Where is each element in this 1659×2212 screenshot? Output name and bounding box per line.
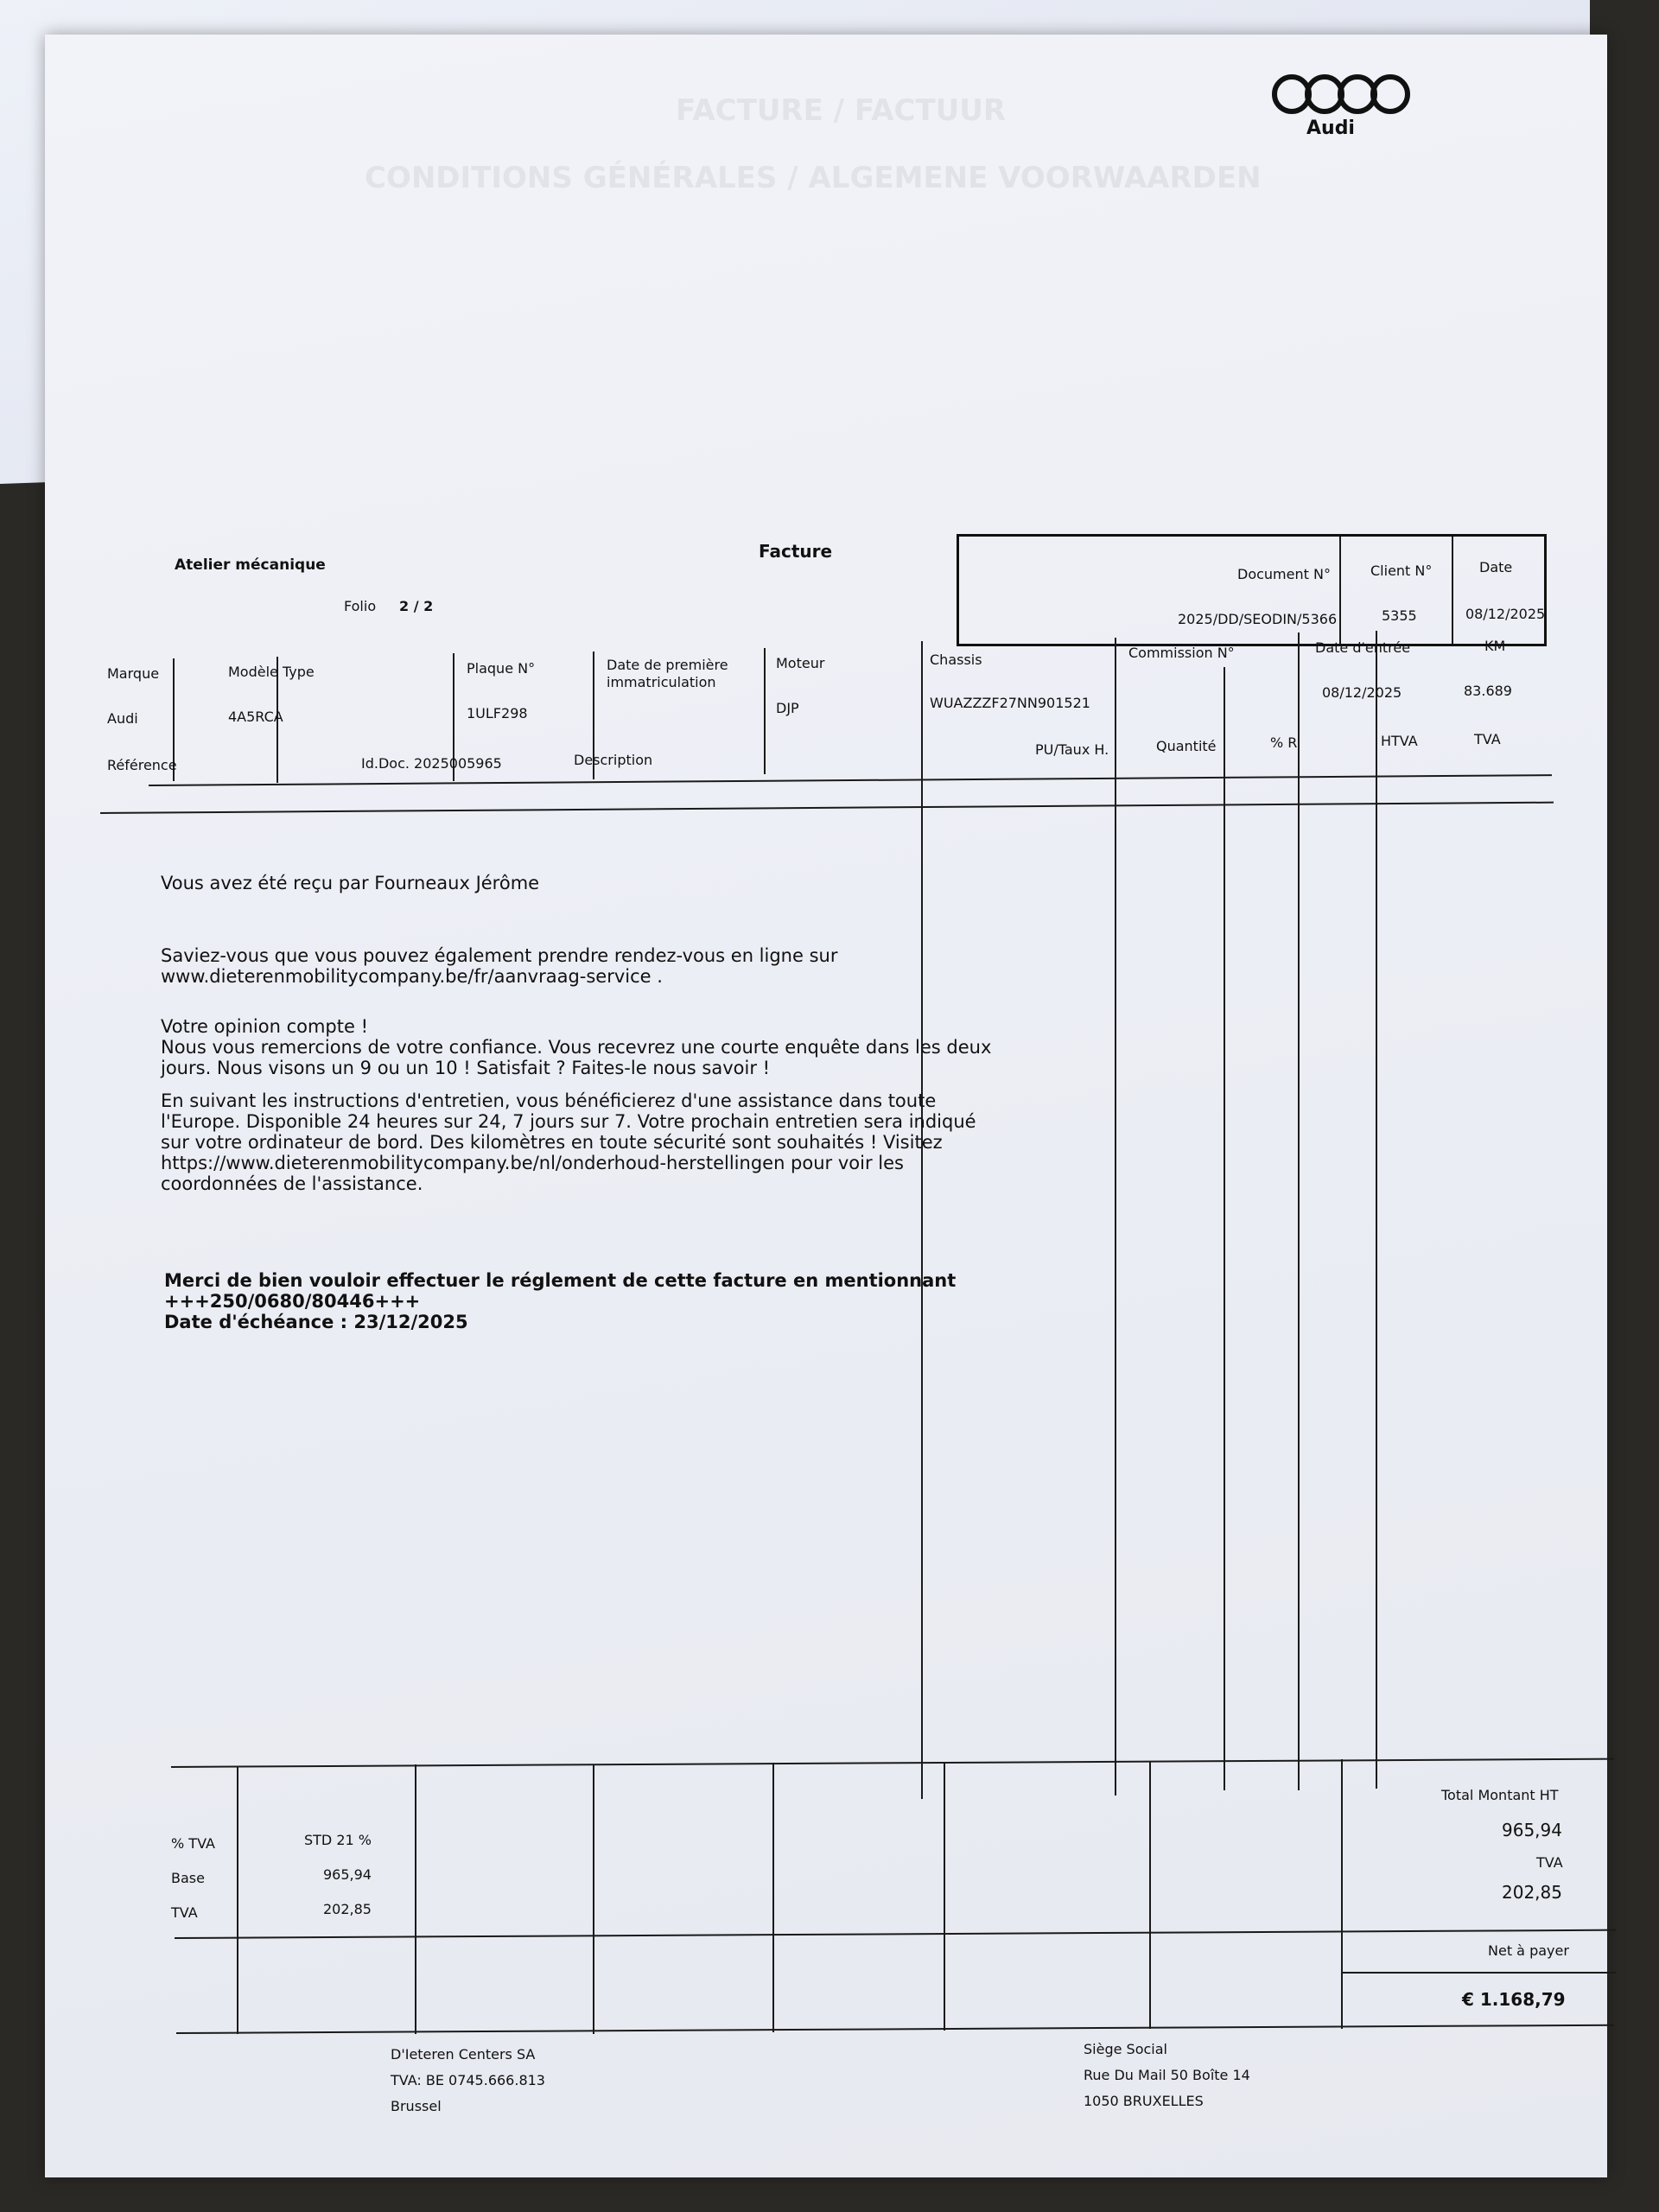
net-a-payer-label: Net à payer (1488, 1942, 1569, 1959)
tva-value: 202,85 (323, 1901, 372, 1917)
company-vat: TVA: BE 0745.666.813 (391, 2072, 545, 2088)
plaque-value: 1ULF298 (467, 705, 528, 721)
audi-logo (1272, 74, 1427, 143)
plaque-label: Plaque N° (467, 660, 536, 677)
total-ht-value: 965,94 (1502, 1820, 1562, 1840)
payment-instructions: Merci de bien vouloir effectuer le réglement de cette facture en mentionnant +++250/0680/80446+++ Date d'échéance : 23/12/2025 (164, 1270, 957, 1332)
col-tva: TVA (1474, 731, 1501, 747)
company-city: Brussel (391, 2098, 442, 2114)
total-ht-label: Total Montant HT (1441, 1787, 1559, 1803)
tva-total-label: TVA (1536, 1854, 1563, 1871)
folio-label: Folio (344, 598, 377, 614)
show-through-text: FACTURE / FACTUUR (676, 93, 1007, 128)
col-pu-taux: PU/Taux H. (1035, 741, 1109, 758)
received-by-text: Vous avez été reçu par Fourneaux Jérôme (161, 873, 540, 893)
km-value: 83.689 (1464, 683, 1512, 699)
marque-value: Audi (107, 710, 138, 727)
invoice-page (45, 35, 1607, 2177)
chassis-value: WUAZZZF27NN901521 (930, 695, 1090, 711)
registered-office-city: 1050 BRUXELLES (1084, 2093, 1204, 2109)
tva-total-value: 202,85 (1502, 1882, 1562, 1903)
commission-label: Commission N° (1128, 645, 1235, 661)
col-remise: % R (1270, 734, 1298, 751)
registered-office-label: Siège Social (1084, 2041, 1167, 2057)
document-number: 2025/DD/SEODIN/5366 (1178, 611, 1338, 627)
assistance-text: En suivant les instructions d'entretien, vous bénéficierez d'une assistance dans toute l'Europe. Disponible 24 heures sur 24, 7 jours sur 7. Votre prochain entretien sera indiqué sur votre ordinateur de bord. Des kilomètres en toute sécurité sont souhaités ! Visitez https://www.dieterenmobilitycompany.be/nl/onderhoud-herstellingen pour voir les coordonnées de l'assistance. (161, 1090, 976, 1194)
client-number-label: Client N° (1370, 563, 1433, 579)
date-label: Date (1479, 559, 1513, 575)
moteur-label: Moteur (776, 655, 825, 671)
col-quantite: Quantité (1156, 738, 1217, 754)
show-through-text: CONDITIONS GÉNÉRALES / ALGEMENE VOORWAARDEN (365, 161, 1262, 195)
tva-pct-value: STD 21 % (304, 1832, 372, 1848)
marque-label: Marque (107, 665, 160, 682)
km-label: KM (1484, 638, 1506, 654)
online-appointment-text: Saviez-vous que vous pouvez également prendre rendez-vous en ligne sur www.dieterenmobilitycompany.be/fr/aanvraag-service . (161, 945, 838, 987)
tva-label: TVA (171, 1904, 198, 1921)
folio-value: 2 / 2 (399, 598, 434, 614)
client-number: 5355 (1382, 607, 1417, 624)
document-number-label: Document N° (1237, 566, 1331, 582)
col-description: Description (574, 752, 653, 768)
registered-office-street: Rue Du Mail 50 Boîte 14 (1084, 2067, 1250, 2083)
invoice-date: 08/12/2025 (1465, 606, 1546, 622)
tva-pct-label: % TVA (171, 1835, 215, 1852)
modele-label: Modèle Type (228, 664, 315, 680)
date-entree-label: Date d'entrée (1315, 639, 1411, 656)
opinion-text: Votre opinion compte ! Nous vous remercions de votre confiance. Vous recevrez une courte enquête dans les deux jours. Nous visons un 9 ou un 10 ! Satisfait ? Faites-le nous savoir ! (161, 1016, 992, 1078)
modele-value: 4A5RCA (228, 709, 283, 725)
audi-wordmark: Audi (1306, 118, 1355, 139)
document-type: Facture (759, 541, 833, 562)
department-title: Atelier mécanique (175, 556, 326, 574)
col-reference: Référence (107, 757, 177, 773)
col-iddoc: Id.Doc. 2025005965 (361, 755, 502, 772)
immatriculation-label: Date de première immatriculation (607, 657, 728, 690)
net-a-payer-value: € 1.168,79 (1462, 1989, 1566, 2010)
company-name: D'Ieteren Centers SA (391, 2046, 536, 2063)
col-htva: HTVA (1381, 733, 1418, 749)
base-value: 965,94 (323, 1866, 372, 1883)
document-info-box (957, 534, 1547, 646)
date-entree-value: 08/12/2025 (1322, 684, 1402, 701)
base-label: Base (171, 1870, 205, 1886)
moteur-value: DJP (776, 700, 799, 716)
chassis-label: Chassis (930, 652, 982, 668)
